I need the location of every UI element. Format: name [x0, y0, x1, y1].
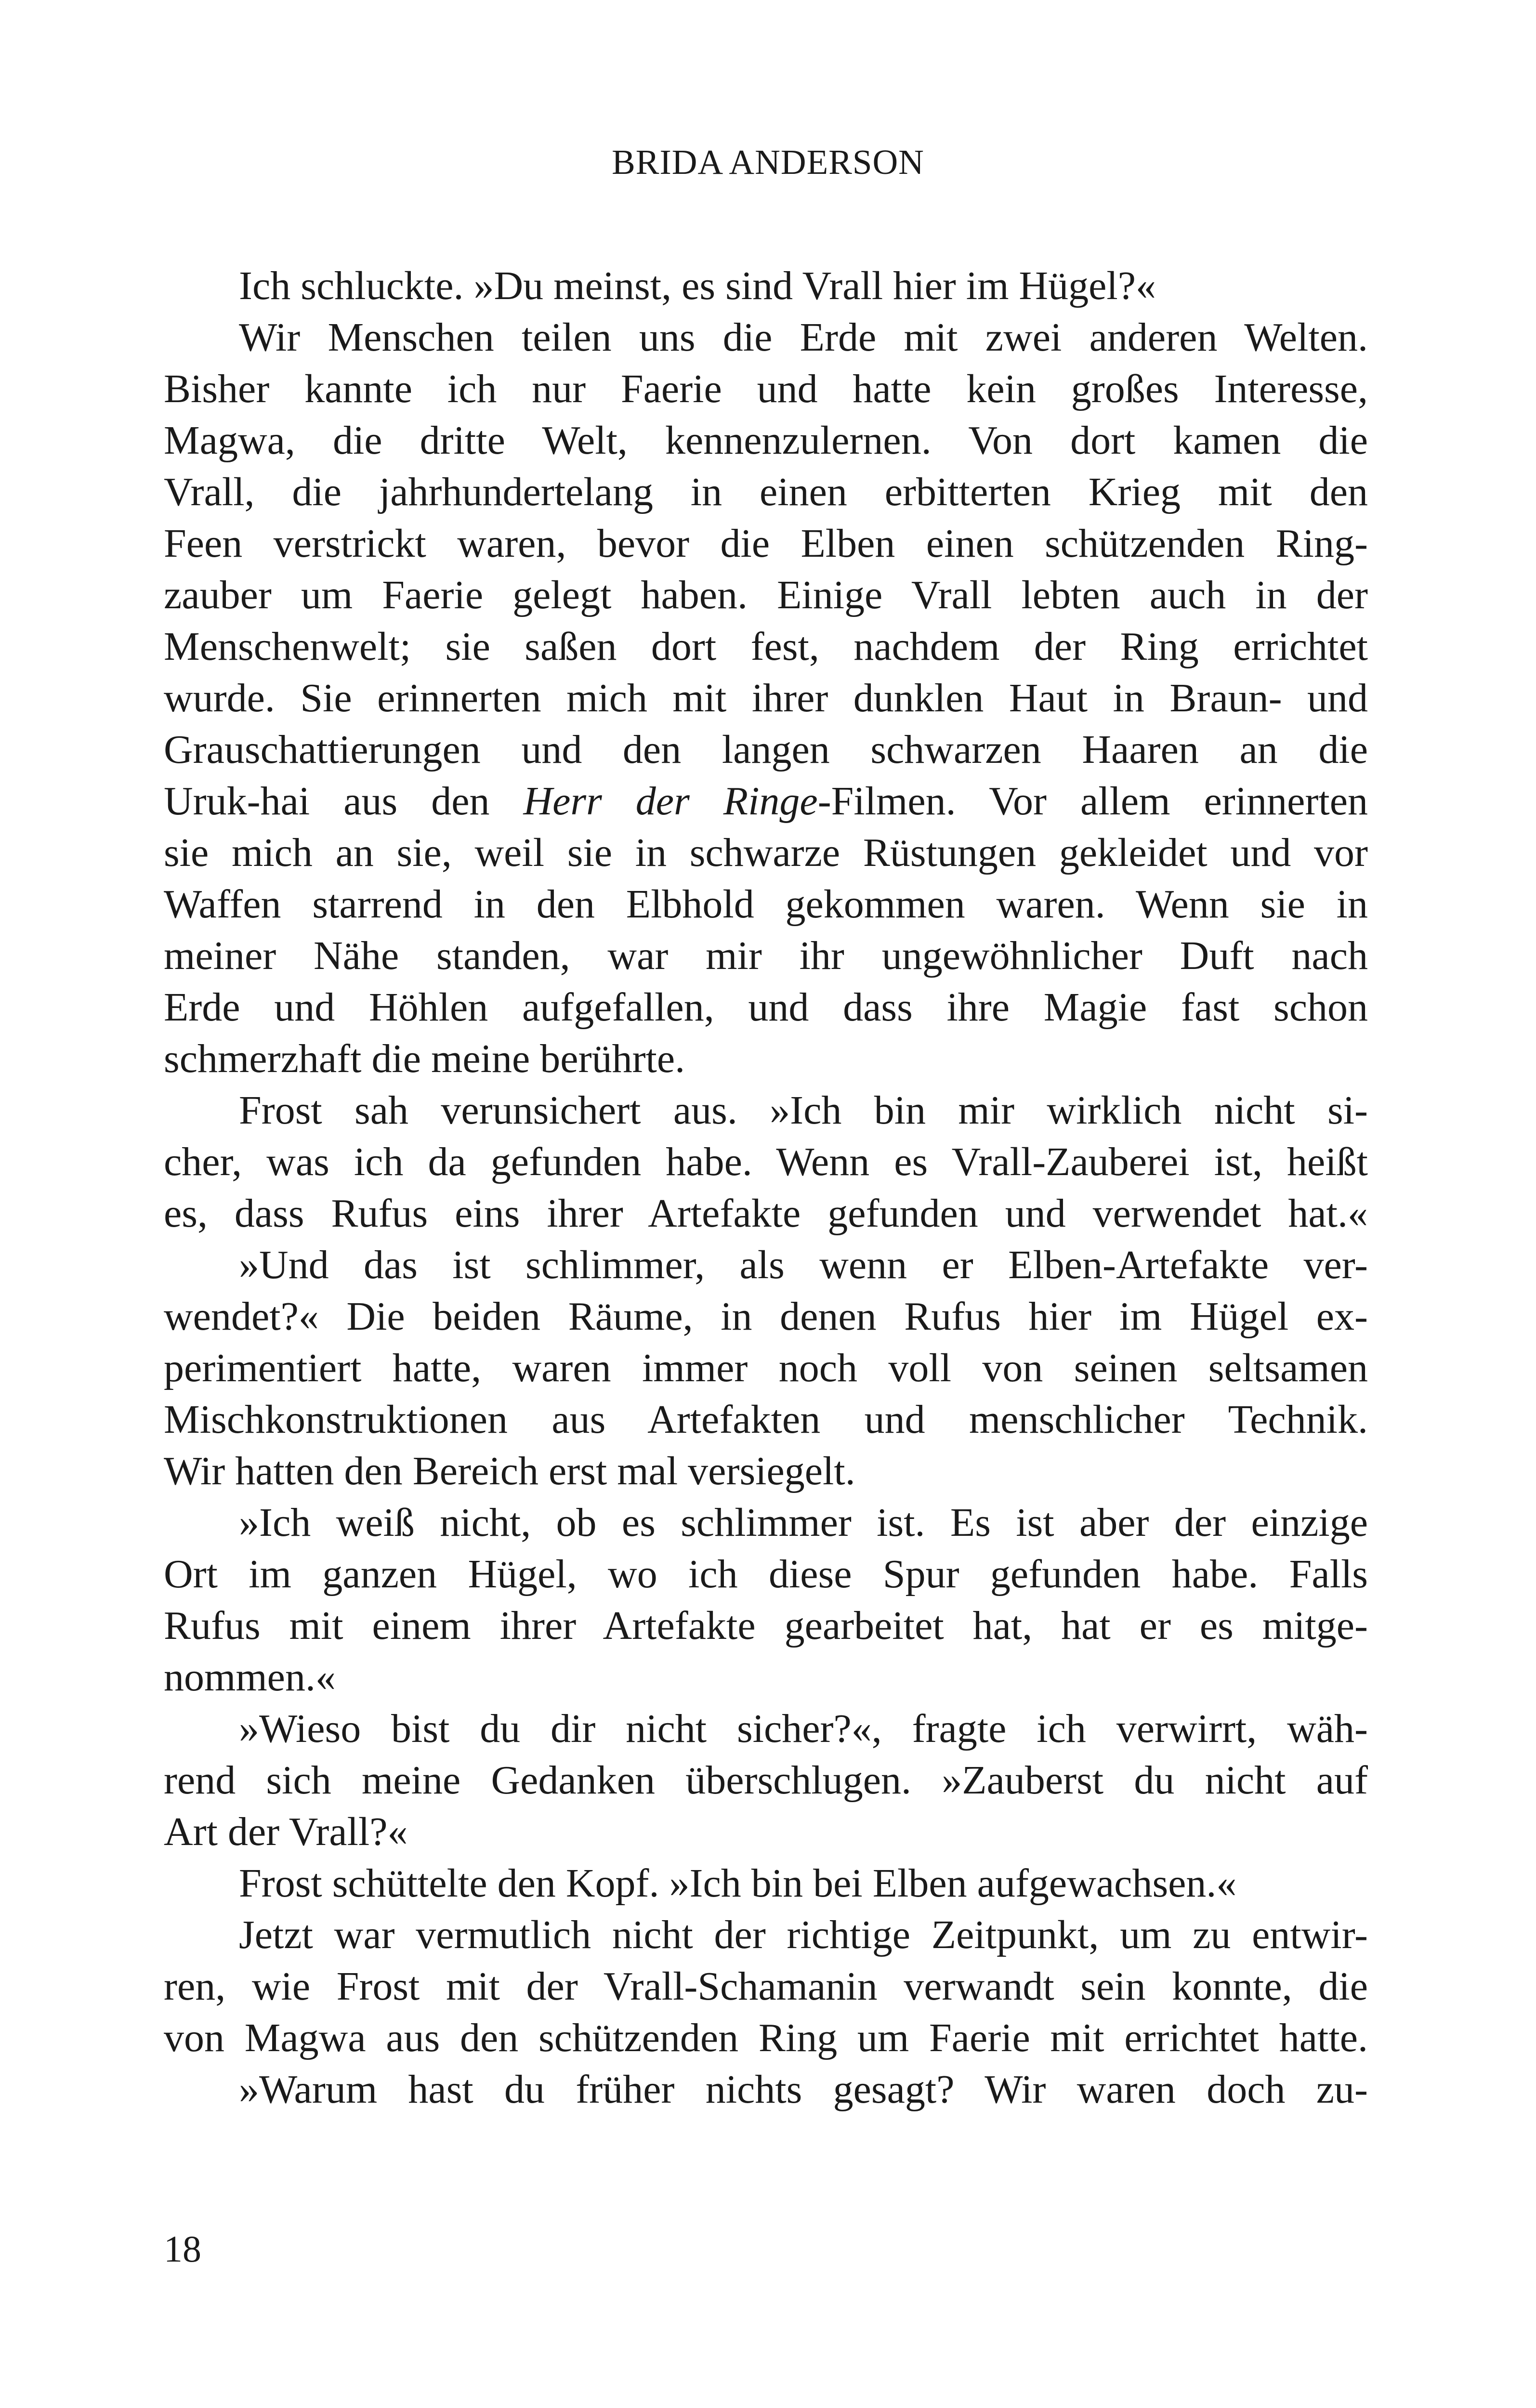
text-line: Wir hatten den Bereich erst mal versiegelt.	[164, 1449, 855, 1493]
text-line: von Magwa aus den schützenden Ring um Faerie mit errichtet hatte.	[164, 2015, 1368, 2060]
text-line: nommen.«	[164, 1655, 336, 1700]
text-line: Wir Menschen teilen uns die Erde mit zwei anderen Welten.	[239, 315, 1368, 360]
text-line: meiner Nähe standen, war mir ihr ungewöhnlicher Duft nach	[164, 933, 1368, 978]
text-line: Menschenwelt; sie saßen dort fest, nachdem der Ring errichtet	[164, 624, 1368, 669]
italic-title: Herr der Ringe	[523, 779, 818, 824]
text-line: ren, wie Frost mit der Vrall-Schamanin verwandt sein konnte, die	[164, 1964, 1368, 2009]
text-line: Feen verstrickt waren, bevor die Elben einen schützenden Ring-	[164, 521, 1368, 566]
text-line: Erde und Höhlen aufgefallen, und dass ihre Magie fast schon	[164, 985, 1368, 1030]
text-line: Art der Vrall?«	[164, 1809, 408, 1854]
text-line: »Warum hast du früher nichts gesagt? Wir waren doch zu-	[239, 2067, 1368, 2112]
text-line: es, dass Rufus eins ihrer Artefakte gefunden und verwendet hat.«	[164, 1191, 1368, 1236]
text-line: Rufus mit einem ihrer Artefakte gearbeitet hat, hat er es mitge-	[164, 1603, 1368, 1648]
running-head: BRIDA ANDERSON	[612, 143, 924, 182]
text-line	[164, 775, 1368, 827]
text-line: Waffen starrend in den Elbhold gekommen waren. Wenn sie in	[164, 882, 1368, 927]
text-line: Frost sah verunsichert aus. »Ich bin mir wirklich nicht si-	[239, 1088, 1368, 1133]
text-line: wurde. Sie erinnerten mich mit ihrer dunklen Haut in Braun- und	[164, 676, 1368, 720]
text-line: schmerzhaft die meine berührte.	[164, 1036, 685, 1081]
text-line: Frost schüttelte den Kopf. »Ich bin bei Elben aufgewachsen.«	[239, 1861, 1237, 1906]
text-line: cher, was ich da gefunden habe. Wenn es Vrall-Zauberei ist, heißt	[164, 1139, 1368, 1184]
text-line: »Ich weiß nicht, ob es schlimmer ist. Es ist aber der einzige	[239, 1500, 1368, 1545]
text-line: wendet?« Die beiden Räume, in denen Rufus hier im Hügel ex-	[164, 1294, 1368, 1339]
text-line: Mischkonstruktionen aus Artefakten und menschlicher Technik.	[164, 1397, 1368, 1442]
text-line: »Wieso bist du dir nicht sicher?«, fragte ich verwirrt, wäh-	[239, 1706, 1368, 1751]
text-line: zauber um Faerie gelegt haben. Einige Vrall lebten auch in der	[164, 573, 1368, 617]
text-line: »Und das ist schlimmer, als wenn er Elben-Artefakte ver-	[239, 1243, 1368, 1287]
text-line: Grauschattierungen und den langen schwarzen Haaren an die	[164, 727, 1368, 772]
text-line: sie mich an sie, weil sie in schwarze Rüstungen gekleidet und vor	[164, 830, 1368, 875]
text-line: Ort im ganzen Hügel, wo ich diese Spur gefunden habe. Falls	[164, 1552, 1368, 1597]
text-run: Uruk-hai aus den	[164, 779, 524, 824]
text-line: rend sich meine Gedanken überschlugen. »Zauberst du nicht auf	[164, 1758, 1368, 1803]
text-run: -Filmen. Vor allem erinnerten	[817, 779, 1368, 824]
page-number: 18	[164, 2228, 201, 2270]
text-line: Jetzt war vermutlich nicht der richtige Zeitpunkt, um zu entwir-	[239, 1912, 1368, 1957]
text-line: perimentiert hatte, waren immer noch voll von seinen seltsamen	[164, 1346, 1368, 1390]
text-line: Vrall, die jahrhundertelang in einen erbitterten Krieg mit den	[164, 470, 1368, 514]
body-text	[164, 260, 1368, 2115]
text-line: Bisher kannte ich nur Faerie und hatte kein großes Interesse,	[164, 366, 1368, 411]
text-line: Magwa, die dritte Welt, kennenzulernen. Von dort kamen die	[164, 418, 1368, 463]
text-line: Ich schluckte. »Du meinst, es sind Vrall hier im Hügel?«	[239, 263, 1156, 308]
